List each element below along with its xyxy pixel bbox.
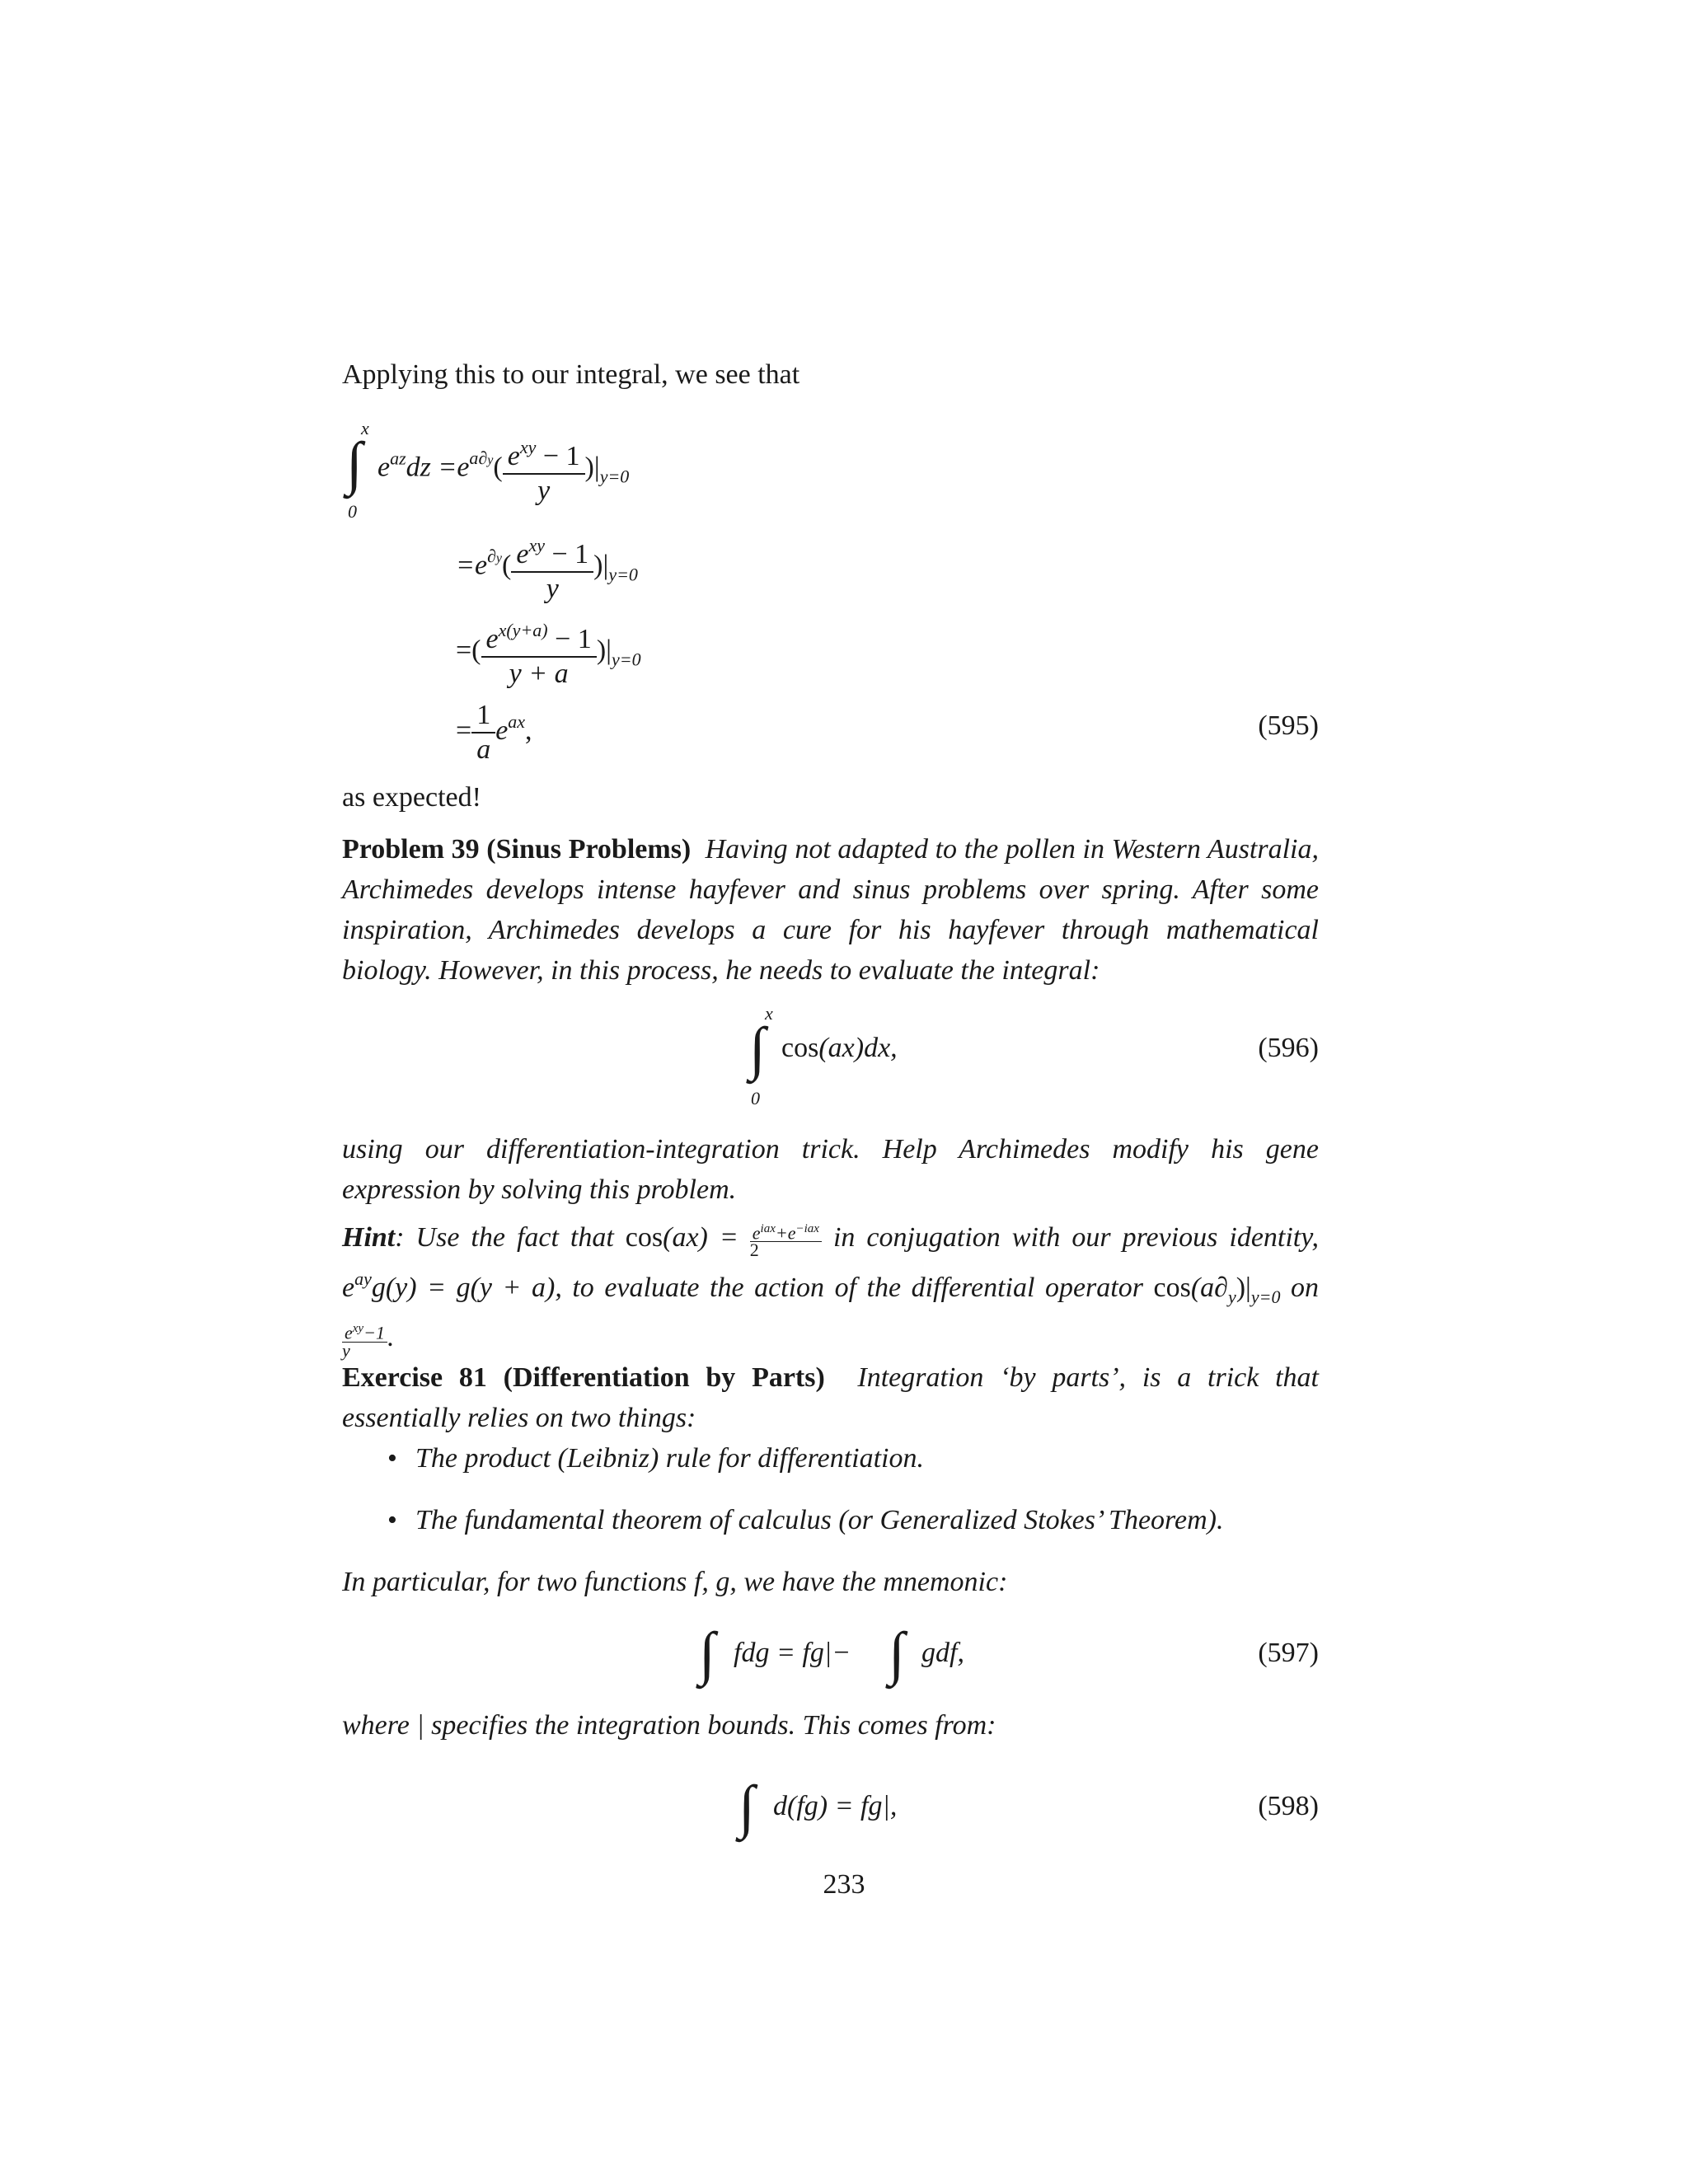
- integral-sign: ∫: [738, 1774, 755, 1840]
- equation-595-line-4: = $\frac{1}{a}$ $e^{ax}$,: [456, 700, 532, 765]
- list-item: • The fundamental theorem of calculus (or Generalized Stokes’ Theorem).: [387, 1500, 1319, 1540]
- problem-39-title: Problem 39 (Sinus Problems): [342, 834, 692, 865]
- equation-595-line-1: $e^{az}dz =e^{a\partial y}$( $\frac{e^{xy} - 1}{y}$ )$|_{y=0}$: [377, 431, 629, 508]
- equation-598-body: d(fg) = fg|,: [773, 1791, 898, 1821]
- list-item: • The product (Leibniz) rule for differentiation.: [387, 1438, 1319, 1479]
- hint-fraction-2: $e^{xy}-1$ y: [342, 1320, 387, 1358]
- equation-number-595: (595): [1258, 710, 1319, 741]
- equation-597-right: gdf,: [921, 1638, 964, 1668]
- mnemonic-intro: In particular, for two functions f, g, we have the mnemonic:: [342, 1567, 1008, 1597]
- hint-label: Hint: [342, 1222, 396, 1253]
- equation-597-left: fdg = fg|−: [734, 1638, 851, 1668]
- hint-fraction: $e^{iax}+e^{-iax}$ 2: [750, 1221, 822, 1258]
- problem-39: [342, 829, 1319, 991]
- page-number: 233: [823, 1869, 865, 1900]
- equation-596-body: cos(ax)dx,: [781, 1033, 898, 1063]
- equation-number-597: (597): [1258, 1638, 1319, 1668]
- integral-lower-limit: 0: [348, 501, 357, 522]
- bullet-list: [387, 1438, 1319, 1562]
- integral-sign: ∫: [889, 1620, 905, 1686]
- equation-595-line-3: =( $\frac{e^{x(y+a)} - 1}{y + a}$ )$|_{y=0}$: [456, 614, 641, 691]
- exercise-81-title: Exercise 81 (Differentiation by Parts): [342, 1362, 825, 1393]
- problem-39-continuation: using our differentiation-integration trick. Help Archimedes modify his gene expression by solving this problem.: [342, 1134, 1319, 1205]
- integral-upper-limit: x: [361, 418, 369, 438]
- integral-sign: ∫: [346, 430, 363, 496]
- equation-number-596: (596): [1258, 1033, 1319, 1063]
- integral-sign: ∫: [699, 1620, 715, 1686]
- integral-lower-limit: 0: [751, 1088, 760, 1108]
- exercise-81-text: Integration ‘by parts’, is a trick that essentially relies on two things:: [342, 1362, 1320, 1433]
- integral-upper-limit: x: [765, 1003, 773, 1024]
- problem-39-text: Having not adapted to the pollen in Western Australia, Archimedes develops intense hayfever and sinus problems over spring. After some inspiration, Archimedes develops a cure for his hayfever through mathematical biology. However, in this process, he needs to evaluate the integral:: [342, 834, 1320, 986]
- integral-sign: ∫: [749, 1015, 766, 1081]
- as-expected-text: as expected!: [342, 782, 481, 813]
- exercise-81: [342, 1357, 1319, 1438]
- hint-paragraph: Hint: Use the fact that cos(ax) = $e^{iax}+e^{-iax}$ 2 in conjugation with our previous identity, $e^{ay}g(y) = g(y + a)$, to evaluate the action of the differential operator $\cos(a\partial_y)|_{y=0}$ on $e^{xy}-1$ y .: [342, 1222, 1320, 1361]
- intro-text: Applying this to our integral, we see that: [342, 359, 800, 390]
- equation-595-line-2: $=e^{\partial y}$( $\frac{e^{xy} - 1}{y}$ )$|_{y=0}$: [456, 529, 638, 606]
- integration-bounds-text: where | specifies the integration bounds. This comes from:: [342, 1710, 996, 1741]
- equation-number-598: (598): [1258, 1791, 1319, 1821]
